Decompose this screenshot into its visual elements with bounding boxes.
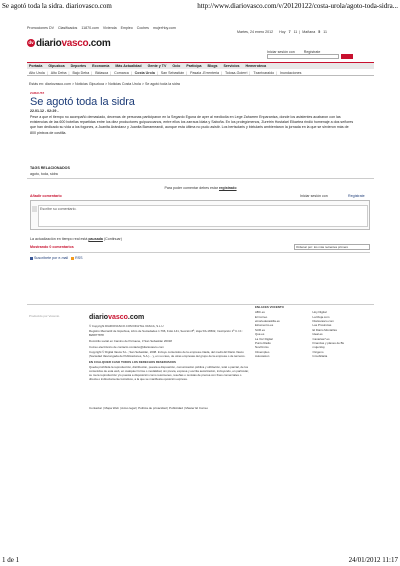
footer-logo: diariovasco.com — [89, 314, 145, 321]
continue-link[interactable]: (Continuar) — [103, 237, 122, 241]
print-footer — [2, 554, 398, 564]
print-title: Se agotó toda la sidra. diariovasco.com — [2, 2, 112, 10]
top-link[interactable]: Promociones DV — [27, 26, 54, 30]
weather-today-label[interactable]: Hoy — [279, 30, 286, 34]
site-logo[interactable] — [27, 37, 127, 49]
subnav-item[interactable]: Comarca — [114, 71, 129, 75]
legal-line: Correo electrónico de contacto contacto@diariovasco.com — [89, 344, 164, 349]
rss-icon — [71, 257, 74, 260]
vocento-link[interactable]: Infoempleo — [255, 349, 270, 354]
comment-box — [30, 200, 370, 230]
registered-link[interactable]: registrado — [218, 186, 237, 190]
search-input[interactable] — [267, 54, 339, 59]
site-footer — [27, 304, 374, 416]
nav-item[interactable]: Ocio — [172, 64, 181, 69]
top-link[interactable]: Clasificados — [57, 26, 78, 30]
legal-line: Domicilio social en Camino de Portuene, 3 San Sebastián 20018 — [89, 338, 172, 343]
subnav-item[interactable]: Inundaciones — [280, 71, 302, 75]
vocento-link[interactable]: La Voz Digital — [255, 336, 273, 341]
current-date: Martes, 24 enero 2012 — [237, 30, 274, 34]
publisher-credit: Producido por Vocento — [29, 314, 60, 318]
avatar — [32, 206, 37, 212]
weather-tomorrow-unit: 11 — [323, 30, 327, 34]
vocento-link[interactable]: ABC.es — [255, 310, 265, 315]
comment-login-link[interactable]: Iniciar sesión con — [300, 194, 328, 198]
order-select[interactable]: Ordenar por: los más recientes primero — [294, 244, 370, 250]
search-area — [267, 54, 374, 59]
article-dateline: 22.01.12 - 02:29 - — [30, 109, 59, 113]
subnav-item[interactable]: Alto Urola — [29, 71, 45, 75]
legal-block — [89, 313, 249, 383]
print-page-count: 1 de 1 — [2, 556, 20, 564]
nav-item[interactable]: Servicios — [223, 64, 240, 69]
nav-item[interactable]: Gente y TV — [147, 64, 167, 69]
article-section: ZARAUTZ — [30, 91, 45, 95]
rights-text: Queda prohibida la reproducción, distribución, puesta a disposición, comunicación pública y utilización, total o parcial, de los contenidos de esta web, en cualquier forma o modalidad, sin previa, expresa y escrita autorización, incluyendo, en particular, su mera reproducción y/o puesta a disposición como resúmenes, reseñas o revistas de prensa con fines comerciales o directa o indirectamente lucrativos, a la que se manifiesta oposición expresa. — [89, 365, 249, 382]
weather-tomorrow-value: 5 — [318, 30, 321, 34]
comments-count: Mostrando 0 comentarios — [30, 245, 74, 249]
main-nav — [27, 62, 374, 69]
legal-line: Copyright © Digital Vasca S.L.; San Sebastián, 2008. Incluye contenidos de la empresa citada, del medio El Diario Vasco (Sociedad Vascongada de Publicaciones, S.A.)... y, en su caso, de otras empresas del grupo de la empresa o de terceros. — [89, 350, 246, 359]
subnav-item[interactable]: Pasaia -Errenteria — [190, 71, 220, 75]
top-link[interactable]: mujerHoy.com — [152, 26, 176, 30]
weather-tomorrow-label[interactable]: Mañana — [302, 30, 316, 34]
subnav-item[interactable]: Txantxaraido — [253, 71, 275, 75]
subnav-item[interactable]: San Sebastián — [160, 71, 185, 75]
vocento-link[interactable]: NovOmnio — [255, 345, 269, 350]
nav-item[interactable]: Economía — [92, 64, 110, 69]
comment-input[interactable]: Escribe su comentario. — [38, 205, 368, 227]
vocento-link[interactable]: Hoy Digital — [312, 310, 327, 315]
logo-text: diariovasco.com — [36, 37, 111, 49]
print-header — [2, 2, 398, 12]
comments-count-row — [30, 244, 370, 252]
subnav-item[interactable]: Bidasoa — [95, 71, 109, 75]
web-page — [27, 22, 374, 530]
vocento-link[interactable]: SUR.es — [255, 327, 265, 332]
vocento-links — [255, 305, 370, 358]
tags-list[interactable]: agoto, toda, sidra — [30, 172, 58, 176]
logo-mark: dv — [28, 40, 34, 45]
vocento-link[interactable]: Oxígeno — [312, 349, 324, 354]
subnav-item[interactable]: Alto Deba — [50, 71, 67, 75]
top-link[interactable]: Coches — [136, 26, 149, 30]
subscribe-row — [30, 256, 83, 261]
weather-today-value: 7 — [288, 30, 291, 34]
top-links — [27, 26, 227, 31]
nav-item[interactable]: Participa — [186, 64, 202, 69]
top-link[interactable]: Empleo — [120, 26, 133, 30]
footer-links[interactable]: Contactar | Mapa Web | Aviso legal | Política de privacidad | Publicidad | Master El Correo — [89, 406, 209, 410]
vocento-link[interactable]: El Diario Montañés — [312, 327, 337, 332]
nav-item[interactable]: Deportes — [70, 64, 87, 69]
nav-item[interactable]: Más Actualidad — [115, 64, 142, 69]
vocento-link[interactable]: mujerHoy — [312, 345, 325, 350]
weather-today-unit: 11 — [293, 30, 298, 34]
vocento-link[interactable]: Canarias7.es — [312, 336, 330, 341]
email-icon — [30, 257, 33, 260]
vocento-link[interactable]: elnortedecastilla.es — [255, 319, 280, 324]
divider — [27, 178, 374, 179]
article-body: Pese a que el tiempo no acompañó demasiado, decenas de personas participaron en la Segardo Eguna de ayer al mediodía en Lege Zaharren Enparantza, donde los asistentes acabaron con las existencias de las 600 botellas repartidas entre los diez productores guipuzcoanos, entre ellos los zarraus Idata y Saboña. En los prolegómenos, Zuretrin Hostalari Elkartea rindió homenaje a dos señores que han dedicado su vida a los fogones, a Juanita Arándanz y Juanita Barrameandi, aunque esta última no pudo asistir. Los bertsolaris y bixtularis ambientaron la jornada en la que se sirvieron más de 800 pintxos de costilla. — [30, 115, 354, 135]
refresh-status: pausada — [88, 237, 103, 241]
rights-caption: EN CUALQUIER CASO TODOS LOS DERECHOS RESERVADOS — [89, 359, 176, 364]
vocento-link[interactable]: Finanzas y planes de Bs — [312, 340, 344, 345]
top-link[interactable]: 11870.com — [81, 26, 99, 30]
top-link[interactable]: Vivienda — [102, 26, 117, 30]
vocento-link[interactable]: Autocasion — [255, 353, 270, 358]
nav-item[interactable]: Blogs — [207, 64, 218, 69]
breadcrumb[interactable]: Estás en: diariovasco.com > Noticias Gipuzkoa > Noticias Costa Urola > Se agotó toda la sidra — [29, 82, 180, 86]
legal-line: Registro Mercantil de Gipuzkoa, Libro de Sociedades 1.796, Folio 141, Sección 8ª, Hoja SS-16502, Inscripción 1ª C.I.F.: B20877878 — [89, 329, 243, 338]
vocento-link[interactable]: Ideal.es — [312, 332, 323, 337]
date-weather-bar: Martes, 24 enero 2012 Hoy 7 11 | Mañana 5 11 — [237, 30, 327, 34]
article-headline: Se agotó toda la sidra — [30, 96, 135, 108]
vocento-link[interactable]: Punto Radio — [255, 340, 271, 345]
vocento-link[interactable]: La Rioja.com — [312, 314, 330, 319]
add-comment-title: Añadir comentario — [30, 194, 62, 198]
sub-nav: Alto Urola | Alto Deba | Bajo Deba | Bidasoa | Comarca | Costa Urola | San Sebastián | Pasaia -Errenteria | Tolosa-Goierri | Txantxaraido | Inundaciones — [27, 70, 374, 76]
subscribe-email-link[interactable]: Suscríbete por e-mail — [34, 256, 69, 260]
login-link[interactable]: Iniciar sesión con — [267, 50, 295, 54]
legal-line: © Copyright DIARIOVASCO.COM DIGITAL VASCA, S.L.U — [89, 323, 164, 328]
comment-login-note: Para poder comentar debes estar registrado — [164, 186, 237, 190]
nav-item[interactable]: Gipuzkoa — [48, 64, 65, 69]
vocento-link[interactable]: Las Provincias — [312, 323, 332, 328]
nav-item[interactable]: Portada — [29, 64, 43, 69]
subnav-item-active[interactable]: Costa Urola — [134, 71, 155, 75]
search-button[interactable] — [341, 54, 353, 59]
vocento-link[interactable]: Elcomercio.es — [255, 323, 274, 328]
vocento-link[interactable]: Diariovasco.com — [312, 319, 334, 324]
subnav-item[interactable]: Tolosa-Goierri — [225, 71, 248, 75]
vocento-link[interactable]: Inmobiliaria — [312, 353, 328, 358]
rss-link[interactable]: RSS — [75, 256, 83, 260]
print-url: http://www.diariovasco.com/v/20120122/costa-urola/agoto-toda-sidra... — [197, 2, 398, 10]
divider — [30, 252, 370, 253]
register-link[interactable]: Regístrate — [303, 50, 321, 54]
vocento-links-title: ENLACES VOCENTO — [255, 305, 284, 309]
print-date: 24/01/2012 11:17 — [348, 556, 398, 564]
refresh-note: La actualización en tiempo real está pausada (Continuar) — [30, 237, 122, 241]
subnav-item[interactable]: Bajo Deba — [72, 71, 90, 75]
comment-register-link[interactable]: Regístrate — [348, 194, 365, 198]
tags-title: TAGS RELACIONADOS — [30, 166, 70, 170]
vocento-link[interactable]: El Correo — [255, 314, 268, 319]
nav-item[interactable]: Hemeroteca — [245, 64, 267, 69]
vocento-link[interactable]: Qué.es — [255, 332, 265, 337]
